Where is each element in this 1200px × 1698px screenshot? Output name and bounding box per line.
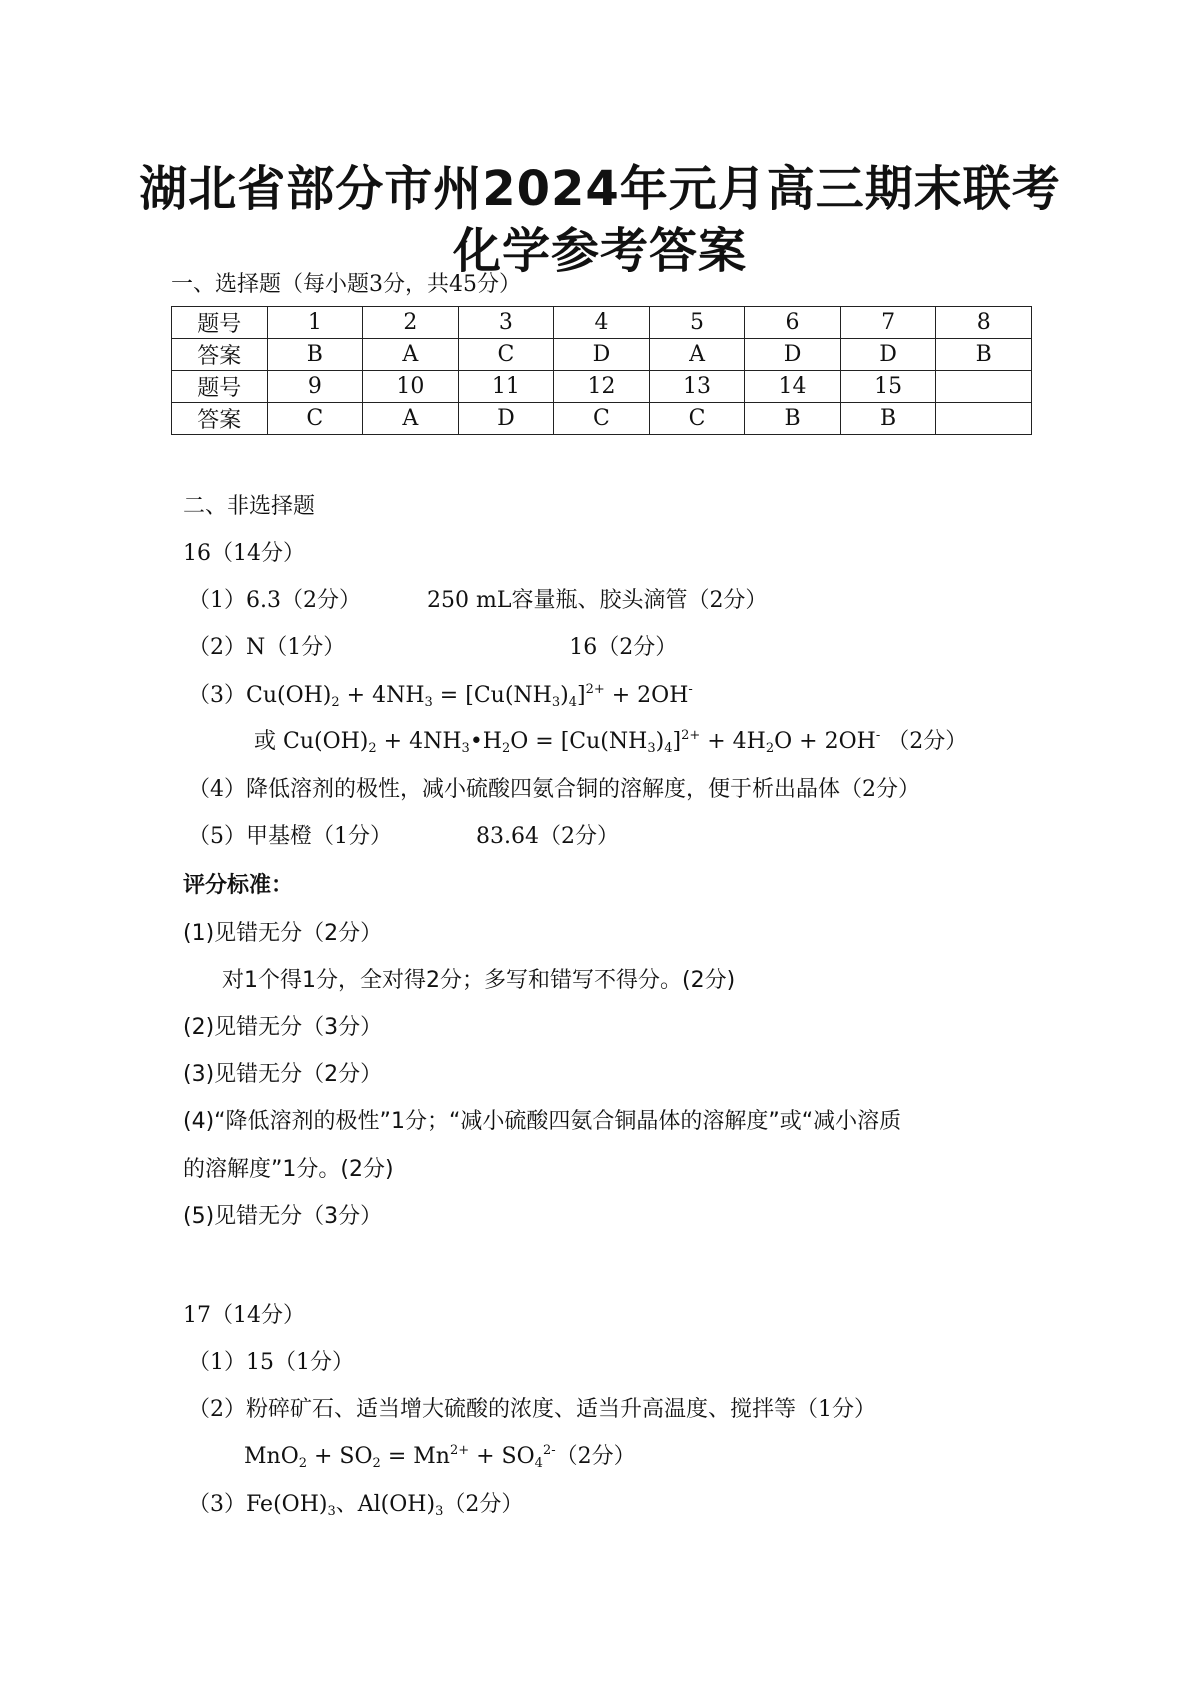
grading-item-4-line1: (4)“降低溶剂的极性”1分；“减小硫酸四氨合铜晶体的溶解度”或“减小溶质 bbox=[183, 1109, 902, 1134]
answer-table-cell: C bbox=[554, 403, 650, 435]
answer-table-row bbox=[172, 371, 1032, 403]
eq-text: ] bbox=[672, 729, 682, 754]
eq-text: Cu(OH) bbox=[283, 729, 369, 754]
eq-text: O = [Cu(NH bbox=[510, 729, 648, 754]
answer-table-cell: A bbox=[649, 339, 745, 371]
answer-table-cell: C bbox=[267, 403, 363, 435]
eq-text: + 4H bbox=[700, 729, 766, 754]
grading-heading: 评分标准： bbox=[183, 873, 294, 898]
answer-table-cell: C bbox=[458, 339, 554, 371]
q16-answer-4: （4）降低溶剂的极性，减小硫酸四氨合铜的溶解度，便于析出晶体（2分） bbox=[188, 777, 920, 802]
answer-table-cell: 14 bbox=[745, 371, 841, 403]
q17-heading: 17（14分） bbox=[183, 1303, 305, 1328]
eq-sup: 2+ bbox=[449, 1443, 470, 1458]
q16-answer-3-prefix: （3） bbox=[188, 683, 246, 708]
eq-sub: 2 bbox=[331, 695, 340, 710]
eq-sub: 3 bbox=[461, 741, 470, 756]
eq-sup: 2+ bbox=[585, 682, 605, 697]
answer-table-cell bbox=[936, 371, 1032, 403]
answer-table-cell: 11 bbox=[458, 371, 554, 403]
answer-table-cell: B bbox=[267, 339, 363, 371]
grading-item-3: (3)见错无分（2分） bbox=[183, 1062, 383, 1087]
q16-answer-3-equation-2 bbox=[254, 728, 967, 756]
q17-answer-3-prefix: （3） bbox=[188, 1492, 246, 1517]
q16-answer-5-part2: 83.64（2分） bbox=[476, 824, 619, 849]
eq-text: 、Al(OH) bbox=[335, 1492, 436, 1517]
answer-table-cell: 12 bbox=[554, 371, 650, 403]
eq-sub: 3 bbox=[647, 741, 656, 756]
q16-answer-2-part1: （2）N（1分） bbox=[188, 635, 346, 660]
answer-table-row bbox=[172, 403, 1032, 435]
answer-table-row-label: 题号 bbox=[172, 307, 268, 339]
eq-sub: 2 bbox=[368, 741, 377, 756]
eq-text: •H bbox=[469, 729, 502, 754]
answer-table-row bbox=[172, 307, 1032, 339]
eq-sub: 3 bbox=[424, 695, 433, 710]
eq-text: + 4NH bbox=[376, 729, 462, 754]
answer-table-cell: 2 bbox=[363, 307, 459, 339]
q17-answer-2: （2）粉碎矿石、适当增大硫酸的浓度、适当升高温度、搅拌等（1分） bbox=[188, 1397, 876, 1422]
eq-sup: - bbox=[875, 728, 881, 743]
eq-text: + 4NH bbox=[339, 683, 425, 708]
eq-text: O + 2OH bbox=[774, 729, 876, 754]
eq-text: + SO bbox=[469, 1444, 535, 1469]
eq-sub: 4 bbox=[664, 741, 673, 756]
answer-table-cell: D bbox=[840, 339, 936, 371]
eq-text: Cu(OH) bbox=[246, 683, 332, 708]
answer-table-cell: 7 bbox=[840, 307, 936, 339]
q16-answer-5 bbox=[188, 823, 619, 851]
q16-answer-1 bbox=[188, 587, 767, 615]
q16-heading: 16（14分） bbox=[183, 541, 305, 566]
answer-table-cell: A bbox=[363, 339, 459, 371]
q17-answer-3 bbox=[188, 1491, 523, 1519]
q16-answer-2 bbox=[188, 634, 677, 662]
eq-text: Fe(OH) bbox=[246, 1492, 328, 1517]
eq-text: + 2OH bbox=[604, 683, 689, 708]
eq-sub: 2 bbox=[372, 1456, 381, 1471]
answer-table-cell: A bbox=[363, 403, 459, 435]
eq-text: ] bbox=[577, 683, 586, 708]
answer-table-cell: 1 bbox=[267, 307, 363, 339]
eq-text: = [Cu(NH bbox=[432, 683, 552, 708]
page-subtitle: 化学参考答案 bbox=[452, 223, 747, 279]
answer-table-cell: C bbox=[649, 403, 745, 435]
eq-sup: 2- bbox=[542, 1443, 556, 1458]
eq-text: = Mn bbox=[380, 1444, 450, 1469]
eq-sup: - bbox=[688, 682, 693, 697]
answer-table-cell: 4 bbox=[554, 307, 650, 339]
grading-item-4-line2: 的溶解度”1分。(2分) bbox=[183, 1157, 394, 1182]
grading-item-2: (2)见错无分（3分） bbox=[183, 1015, 383, 1040]
answer-table-row-label: 答案 bbox=[172, 403, 268, 435]
grading-item-1-detail: 对1个得1分，全对得2分；多写和错写不得分。(2分) bbox=[222, 968, 736, 993]
answer-table-cell: B bbox=[840, 403, 936, 435]
answer-table-cell: 6 bbox=[745, 307, 841, 339]
page-title: 湖北省部分市州2024年元月高三期末联考 bbox=[139, 161, 1061, 217]
answer-table-row bbox=[172, 339, 1032, 371]
eq-text: ) bbox=[560, 683, 569, 708]
answer-table-cell: D bbox=[554, 339, 650, 371]
answer-table-cell: D bbox=[745, 339, 841, 371]
grading-item-1: (1)见错无分（2分） bbox=[183, 921, 383, 946]
q16-answer-5-part1: （5）甲基橙（1分） bbox=[188, 824, 392, 849]
eq-text: 或 bbox=[254, 729, 283, 754]
answer-table-cell: 8 bbox=[936, 307, 1032, 339]
answer-table-cell: B bbox=[745, 403, 841, 435]
eq-sub: 3 bbox=[435, 1504, 444, 1519]
eq-sub: 2 bbox=[765, 741, 775, 756]
eq-text: + SO bbox=[307, 1444, 373, 1469]
eq-text: （2分） bbox=[555, 1444, 636, 1469]
eq-sub: 3 bbox=[327, 1504, 336, 1519]
answer-table-row-label: 答案 bbox=[172, 339, 268, 371]
answer-table-cell: D bbox=[458, 403, 554, 435]
q16-answer-2-part2: 16（2分） bbox=[569, 635, 678, 660]
answer-table-cell: 3 bbox=[458, 307, 554, 339]
eq-sub: 4 bbox=[534, 1456, 543, 1471]
answer-table-cell: B bbox=[936, 339, 1032, 371]
answer-table-cell: 9 bbox=[267, 371, 363, 403]
eq-text: （2分） bbox=[443, 1492, 524, 1517]
answer-table-cell: 5 bbox=[649, 307, 745, 339]
section2-heading: 二、非选择题 bbox=[183, 494, 316, 519]
grading-item-5: (5)见错无分（3分） bbox=[183, 1204, 383, 1229]
answer-table-cell bbox=[936, 403, 1032, 435]
answer-table bbox=[171, 306, 1032, 435]
eq-sub: 3 bbox=[551, 695, 561, 710]
answer-table-row-label: 题号 bbox=[172, 371, 268, 403]
eq-sup: 2+ bbox=[681, 728, 701, 743]
q17-answer-2-equation bbox=[244, 1443, 636, 1471]
q16-answer-3-equation-1 bbox=[188, 682, 693, 710]
eq-sub: 2 bbox=[501, 741, 511, 756]
answer-table-cell: 10 bbox=[363, 371, 459, 403]
q16-answer-1-part2: 250 mL容量瓶、胶头滴管（2分） bbox=[426, 588, 768, 613]
eq-text: （2分） bbox=[880, 729, 968, 754]
q17-answer-1: （1）15（1分） bbox=[188, 1350, 354, 1375]
answer-table-cell: 13 bbox=[649, 371, 745, 403]
eq-sub: 2 bbox=[298, 1456, 308, 1471]
eq-sub: 4 bbox=[568, 695, 577, 710]
q16-answer-1-part1: （1）6.3（2分） bbox=[188, 588, 361, 613]
eq-text: MnO bbox=[244, 1444, 299, 1469]
eq-text: ) bbox=[655, 729, 665, 754]
answer-table-cell: 15 bbox=[840, 371, 936, 403]
section1-heading: 一、选择题（每小题3分，共45分） bbox=[171, 272, 521, 297]
